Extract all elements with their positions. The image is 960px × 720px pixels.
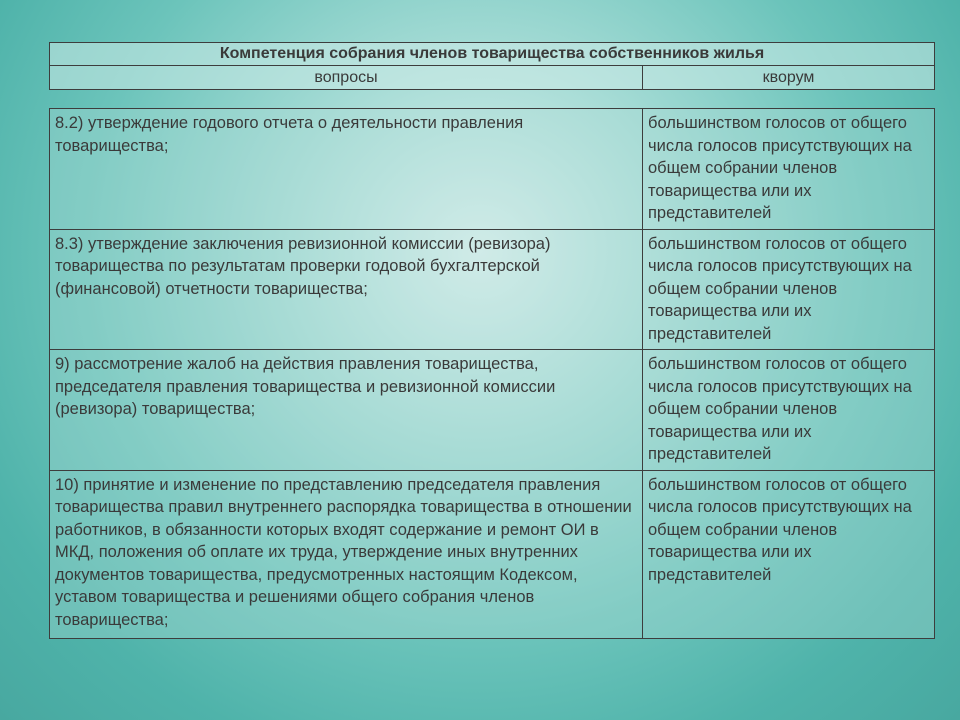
competence-table bbox=[49, 108, 935, 639]
question-cell: 10) принятие и изменение по представлению председателя правления товарищества правил внутреннего распорядка товарищества в отношении работников, в обязанности которых входят содержание и ремонт ОИ в МКД, положения об оплате их труда, утверждение иных внутренних документов товарищества, предусмотренных настоящим Кодексом, уставом товарищества и решениями общего собрания членов товарищества; bbox=[50, 470, 643, 638]
column-header-row bbox=[50, 66, 935, 90]
table-row bbox=[50, 229, 935, 350]
title-row bbox=[50, 43, 935, 66]
table-title: Компетенция собрания членов товарищества собственников жилья bbox=[50, 43, 935, 66]
question-cell: 9) рассмотрение жалоб на действия правления товарищества, председателя правления товарищества и ревизионной комиссии (ревизора) товарищества; bbox=[50, 350, 643, 471]
quorum-cell: большинством голосов от общего числа голосов присутствующих на общем собрании членов товарищества или их представителей bbox=[643, 109, 935, 230]
table-row bbox=[50, 109, 935, 230]
quorum-cell: большинством голосов от общего числа голосов присутствующих на общем собрании членов товарищества или их представителей bbox=[643, 350, 935, 471]
header-table bbox=[49, 42, 935, 90]
column-header-questions: вопросы bbox=[50, 66, 643, 90]
column-header-quorum: кворум bbox=[643, 66, 935, 90]
question-cell: 8.2) утверждение годового отчета о деятельности правления товарищества; bbox=[50, 109, 643, 230]
table-row bbox=[50, 470, 935, 638]
question-cell: 8.3) утверждение заключения ревизионной комиссии (ревизора) товарищества по результатам проверки годовой бухгалтерской (финансовой) отчетности товарищества; bbox=[50, 229, 643, 350]
quorum-cell: большинством голосов от общего числа голосов присутствующих на общем собрании членов товарищества или их представителей bbox=[643, 229, 935, 350]
quorum-cell: большинством голосов от общего числа голосов присутствующих на общем собрании членов товарищества или их представителей bbox=[643, 470, 935, 638]
table-row bbox=[50, 350, 935, 471]
